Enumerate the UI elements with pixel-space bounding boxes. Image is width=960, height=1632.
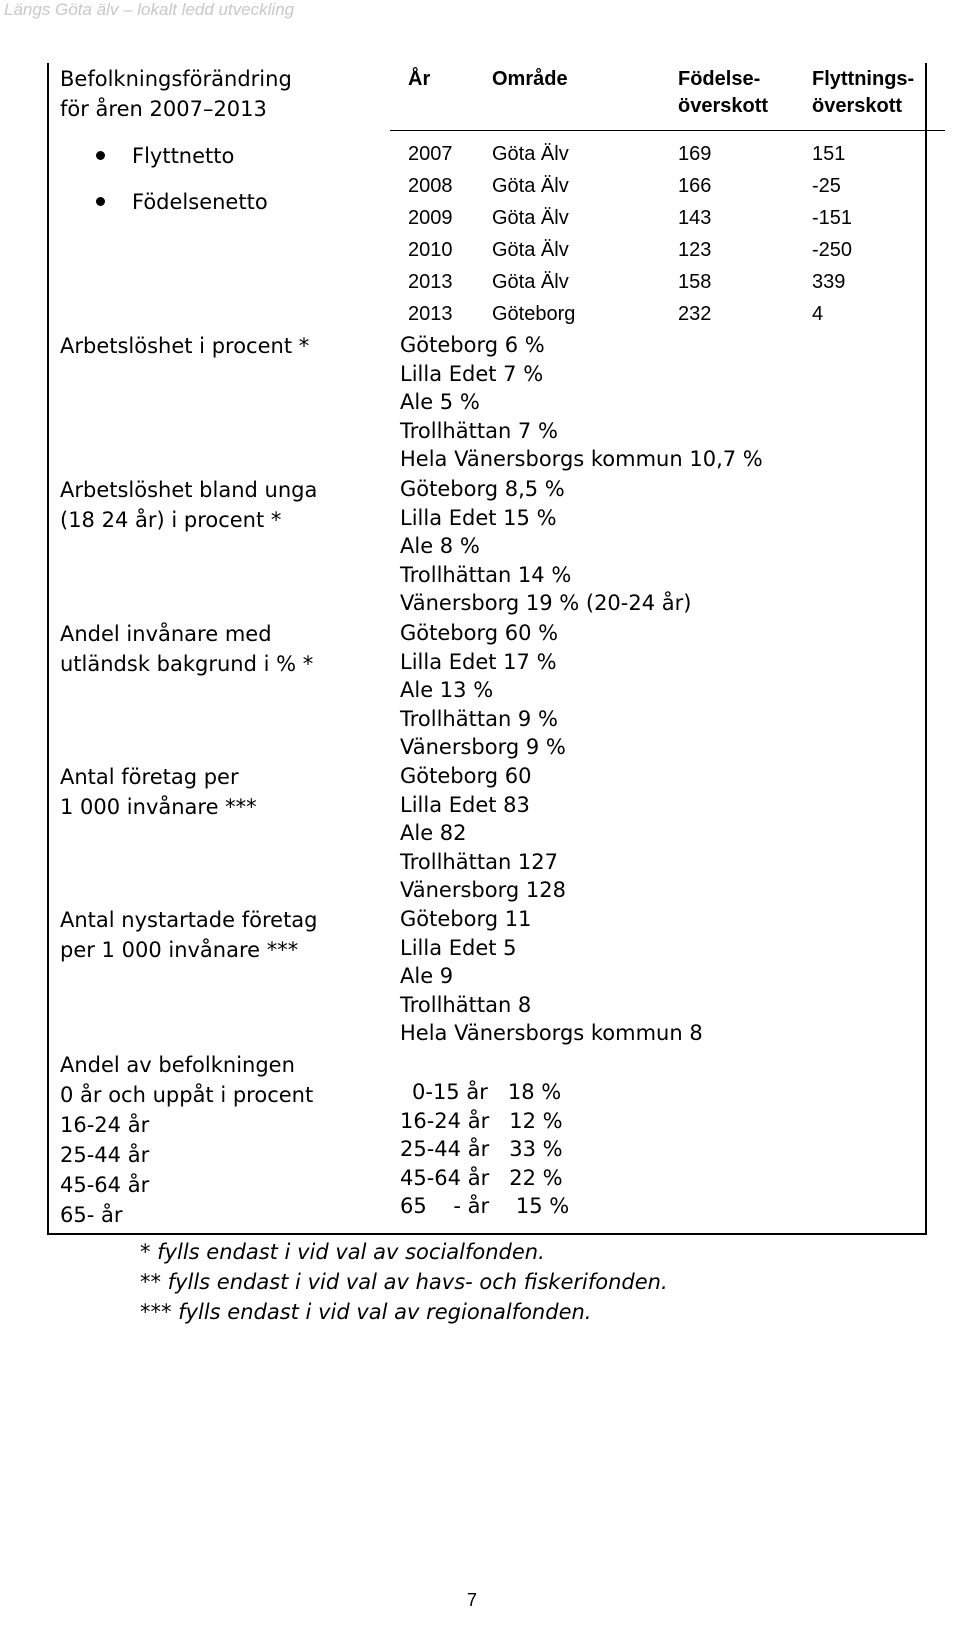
- footnote-havsfonden: ** fylls endast i vid val av havs- och fiskerifonden.: [140, 1270, 668, 1294]
- label-befolkning-line1: Befolkningsförändring: [60, 67, 292, 91]
- table-cell-birth: 232: [678, 303, 712, 325]
- label-unga-line2: (18 24 år) i procent *: [60, 508, 282, 532]
- label-nystartade-line2: per 1 000 invånare ***: [60, 938, 299, 962]
- table-cell-area: Göta Älv: [492, 239, 569, 261]
- table-cell-move: -25: [812, 175, 841, 197]
- value-nystartade-item: Hela Vänersborgs kommun 8: [400, 1021, 703, 1045]
- table-cell-year: 2013: [408, 271, 453, 293]
- value-utlandsk-item: Göteborg 60 %: [400, 621, 559, 645]
- table-cell-area: Göta Älv: [492, 175, 569, 197]
- label-andel-3: 25-44 år: [60, 1143, 150, 1167]
- table-cell-birth: 166: [678, 175, 712, 197]
- value-unga-item: Göteborg 8,5 %: [400, 477, 565, 501]
- value-arbetsloshet-item: Ale 5 %: [400, 390, 480, 414]
- value-unga-item: Vänersborg 19 % (20-24 år): [400, 591, 692, 615]
- table-cell-area: Göteborg: [492, 303, 576, 325]
- value-utlandsk-item: Vänersborg 9 %: [400, 735, 566, 759]
- table-header-rule: [390, 130, 945, 131]
- label-andel-4: 45-64 år: [60, 1173, 150, 1197]
- table-header-birth-line2: överskott: [678, 95, 769, 117]
- table-cell-move: -250: [812, 239, 853, 261]
- label-nystartade-line1: Antal nystartade företag: [60, 908, 318, 932]
- document-header-title: Längs Göta älv – lokalt ledd utveckling: [4, 0, 295, 19]
- value-nystartade-item: Lilla Edet 5: [400, 935, 517, 960]
- value-utlandsk-item: Lilla Edet 17 %: [400, 649, 557, 674]
- bullet-flyttnetto: Flyttnetto: [132, 144, 235, 168]
- label-utlandsk-line2: utländsk bakgrund i % *: [60, 652, 314, 676]
- table-cell-year: 2009: [408, 207, 453, 229]
- table-cell-year: 2007: [408, 143, 453, 165]
- page-number: 7: [467, 1590, 478, 1610]
- footnote-regionalfonden: *** fylls endast i vid val av regionalfonden.: [140, 1300, 592, 1324]
- bullet-icon: [96, 151, 105, 160]
- label-andel-2: 16-24 år: [60, 1113, 150, 1137]
- value-foretag-item: Vänersborg 128: [400, 878, 566, 902]
- value-nystartade-item: Ale 9: [400, 964, 454, 988]
- table-header-area: Område: [492, 68, 568, 90]
- value-unga-item: Lilla Edet 15 %: [400, 505, 557, 530]
- bullet-icon: [96, 197, 105, 206]
- table-cell-move: 151: [812, 143, 846, 165]
- label-utlandsk-line1: Andel invånare med: [60, 622, 272, 646]
- value-nystartade-item: Trollhättan 8: [400, 992, 532, 1017]
- label-andel-1: 0 år och uppåt i procent: [60, 1083, 314, 1107]
- value-unga-item: Trollhättan 14 %: [400, 562, 572, 587]
- value-foretag-item: Lilla Edet 83: [400, 792, 530, 817]
- value-foretag-item: Ale 82: [400, 821, 467, 845]
- value-arbetsloshet-item: Göteborg 6 %: [400, 333, 545, 357]
- table-cell-birth: 143: [678, 207, 712, 229]
- table-cell-area: Göta Älv: [492, 143, 569, 165]
- table-header-move-line1: Flyttnings-: [812, 68, 915, 90]
- table-cell-year: 2013: [408, 303, 453, 325]
- value-foretag-item: Göteborg 60: [400, 764, 532, 788]
- table-cell-birth: 158: [678, 271, 712, 293]
- label-befolkning-line2: för åren 2007–2013: [60, 97, 267, 121]
- value-andel-item: 16-24 år 12 %: [400, 1108, 563, 1133]
- table-cell-birth: 169: [678, 143, 712, 165]
- value-arbetsloshet-item: Hela Vänersborgs kommun 10,7 %: [400, 447, 763, 471]
- table-header-move-line2: överskott: [812, 95, 903, 117]
- label-unga-line1: Arbetslöshet bland unga: [60, 478, 318, 502]
- value-nystartade-item: Göteborg 11: [400, 907, 532, 931]
- value-andel-item: 45-64 år 22 %: [400, 1165, 563, 1190]
- value-unga-item: Ale 8 %: [400, 534, 480, 558]
- label-arbetsloshet: Arbetslöshet i procent *: [60, 334, 310, 358]
- value-arbetsloshet-item: Lilla Edet 7 %: [400, 361, 544, 386]
- value-foretag-item: Trollhättan 127: [400, 849, 559, 874]
- value-andel-item: 25-44 år 33 %: [400, 1137, 563, 1161]
- label-foretag-line1: Antal företag per: [60, 765, 239, 789]
- table-cell-move: 339: [812, 271, 846, 293]
- table-cell-year: 2008: [408, 175, 453, 197]
- label-andel-5: 65- år: [60, 1203, 123, 1227]
- table-cell-birth: 123: [678, 239, 712, 261]
- label-foretag-line2: 1 000 invånare ***: [60, 795, 257, 819]
- value-arbetsloshet-item: Trollhättan 7 %: [400, 418, 558, 443]
- value-andel-item: 65 - år 15 %: [400, 1194, 570, 1218]
- footnote-socialfonden: * fylls endast i vid val av socialfonden.: [140, 1240, 545, 1264]
- table-header-birth-line1: Födelse-: [678, 68, 761, 90]
- table-header-year: År: [408, 68, 431, 90]
- table-cell-year: 2010: [408, 239, 453, 261]
- value-andel-item: 0-15 år 18 %: [412, 1080, 562, 1104]
- bullet-fodelsenetto: Födelsenetto: [132, 190, 268, 214]
- value-utlandsk-item: Trollhättan 9 %: [400, 706, 558, 731]
- table-cell-area: Göta Älv: [492, 207, 569, 229]
- value-utlandsk-item: Ale 13 %: [400, 678, 494, 702]
- table-cell-move: -151: [812, 207, 853, 229]
- table-cell-move: 4: [812, 303, 824, 325]
- table-cell-area: Göta Älv: [492, 271, 569, 293]
- label-andel-0: Andel av befolkningen: [60, 1053, 295, 1077]
